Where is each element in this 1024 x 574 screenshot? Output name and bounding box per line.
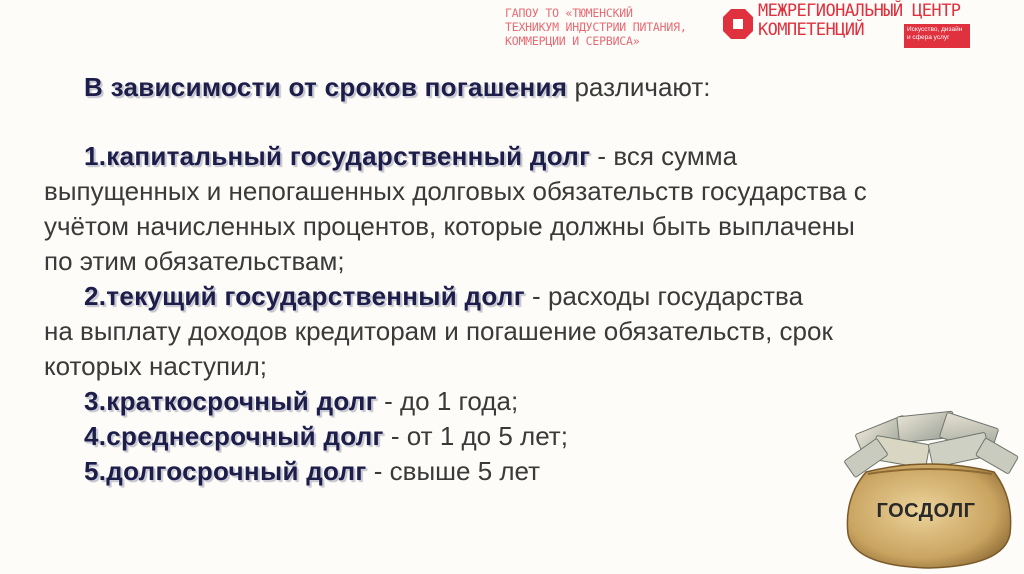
item-2-separator: -: [524, 281, 548, 311]
spacer: [44, 105, 984, 139]
competence-tag: [904, 24, 970, 48]
competence-center-title: [758, 2, 1018, 40]
money-bag-label: ГОСДОЛГ: [876, 500, 976, 522]
org-name-line: ГАПОУ ТО «ТЮМЕНСКИЙ: [505, 6, 633, 20]
item-2-cont: на выплату доходов кредиторам и погашение обязательств, срок: [44, 316, 833, 346]
org-name: [505, 6, 717, 48]
item-1-cont: выпущенных и непогашенных долговых обязательств государства с: [44, 176, 867, 206]
item-5-text: свыше 5 лет: [389, 456, 541, 486]
item-1-separator: -: [590, 141, 614, 171]
item-3-term: 3.краткосрочный долг: [84, 386, 377, 416]
competence-center-line: КОМПЕТЕНЦИЙ: [758, 20, 864, 40]
competence-center-logo-icon: [722, 8, 754, 40]
intro-line: [44, 70, 984, 105]
item-3-separator: -: [376, 386, 400, 416]
competence-tag-line: Искусство, дизайн: [907, 26, 963, 33]
item-5-separator: -: [366, 456, 390, 486]
item-1-line: [44, 139, 984, 174]
item-2-term: 2.текущий государственный долг: [84, 281, 525, 311]
item-4-separator: -: [383, 421, 407, 451]
org-name-line: ТЕХНИКУМ ИНДУСТРИИ ПИТАНИЯ,: [505, 20, 687, 34]
item-1-term: 1.капитальный государственный долг: [84, 141, 591, 171]
item-2-cont: которых наступил;: [44, 351, 268, 381]
item-2-text: расходы государства: [547, 281, 804, 311]
item-1-text: вся сумма: [613, 141, 738, 171]
item-2-line: [44, 279, 984, 314]
intro-rest: различают:: [567, 72, 711, 102]
item-1-cont: учётом начисленных процентов, которые должны быть выплачены: [44, 211, 855, 241]
competence-center-line: МЕЖРЕГИОНАЛЬНЫЙ ЦЕНТР: [758, 1, 961, 21]
intro-bold: В зависимости от сроков погашения: [84, 72, 568, 102]
item-4-term: 4.среднесрочный долг: [84, 421, 384, 451]
item-1-cont: по этим обязательствам;: [44, 246, 345, 276]
item-5-term: 5.долгосрочный долг: [84, 456, 367, 486]
money-bag-icon: [838, 410, 1020, 570]
item-3-text: до 1 года;: [399, 386, 519, 416]
competence-tag-line: и сфера услуг: [907, 33, 950, 41]
org-name-line: КОММЕРЦИИ И СЕРВИСА»: [505, 34, 640, 48]
item-4-text: от 1 до 5 лет;: [406, 421, 568, 451]
